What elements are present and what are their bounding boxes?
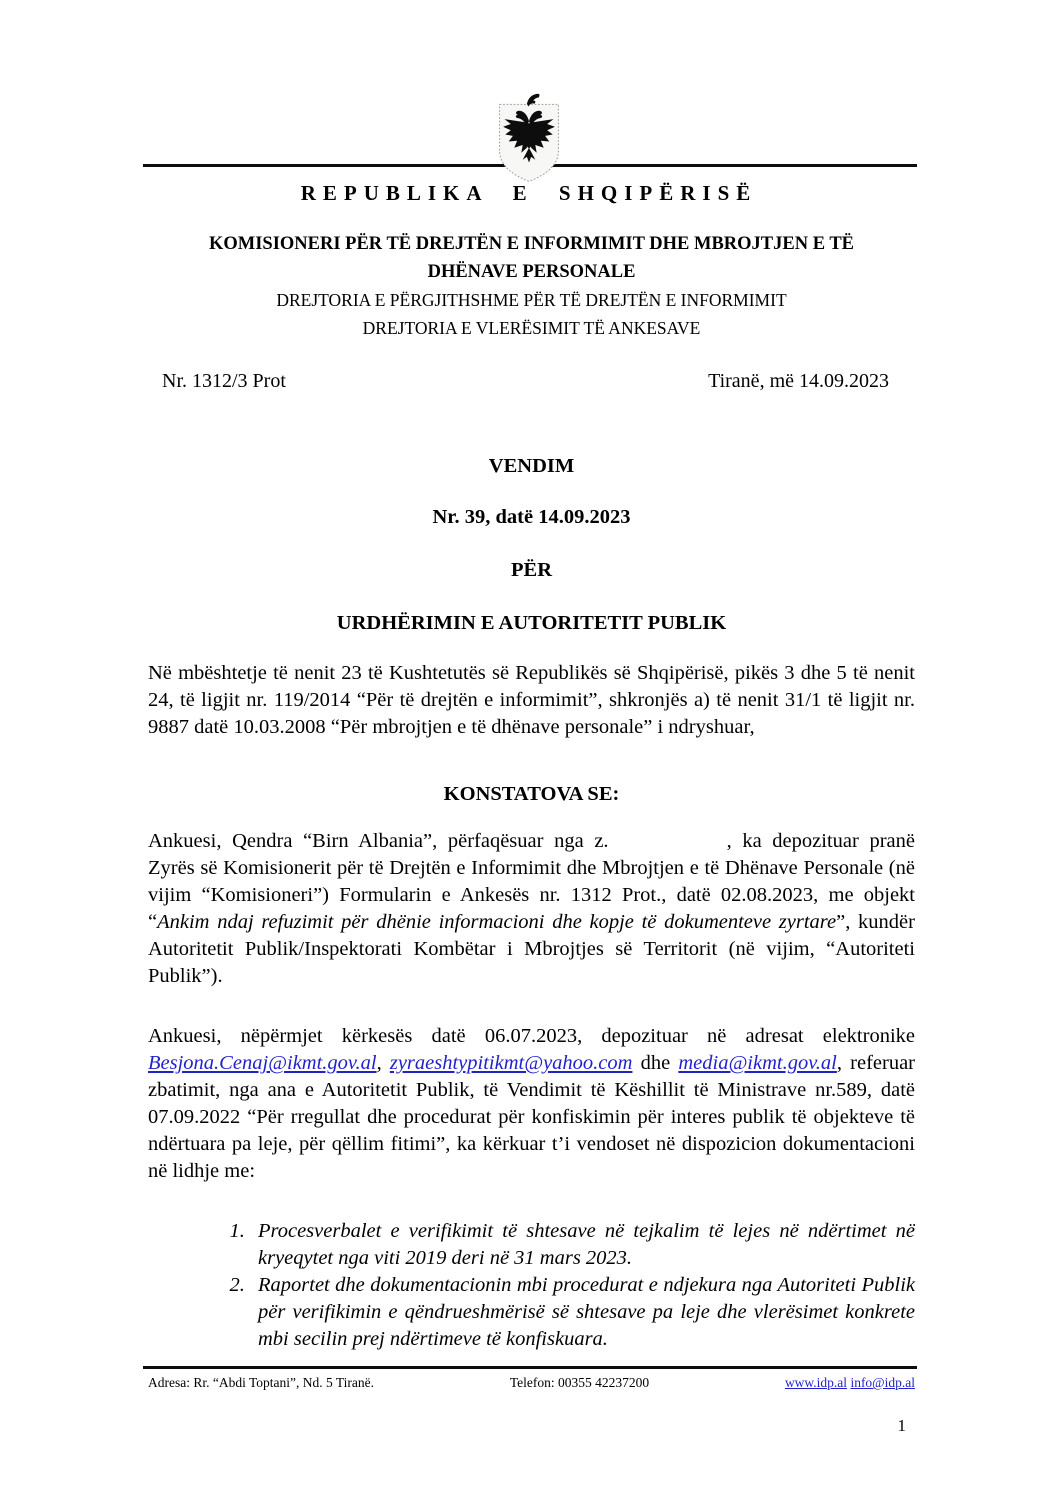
email-link-media[interactable]: media@ikmt.gov.al (678, 1052, 837, 1074)
footer-divider-line (143, 1366, 917, 1369)
email-link-besjona[interactable]: Besjona.Cenaj@ikmt.gov.al (148, 1052, 377, 1074)
complaint-paragraph (148, 828, 915, 990)
email-link-zyraeshtypit[interactable]: zyraeshtypitikmt@yahoo.com (389, 1052, 633, 1074)
legal-basis-paragraph: Në mbështetje të nenit 23 të Kushtetutës së Republikës së Shqipërisë, pikës 3 dhe 5 të nenit 24, të ligjit nr. 119/2014 “Për të drejtën e informimit”, shkronjës a) të nenit 31/1 të ligjit nr. 9887 datë 10.03.2008 “Për mbrojtjen e të dhënave personale” i ndryshuar, (148, 662, 915, 738)
findings-heading: KONSTATOVA SE: (443, 783, 620, 805)
footer-email-link[interactable]: info@idp.al (850, 1375, 915, 1390)
protocol-date-row (148, 370, 915, 393)
footer-website-link[interactable]: www.idp.al (784, 1375, 848, 1390)
request-separator1: , (376, 1052, 390, 1074)
request-separator2: dhe (632, 1052, 679, 1074)
republic-title: REPUBLIKA E SHQIPËRISË (300, 181, 758, 205)
requested-item-1 (250, 1218, 915, 1272)
decision-heading: VENDIM (488, 455, 575, 477)
albanian-eagle-emblem-icon (494, 90, 564, 186)
complaint-text-part1: Ankuesi, Qendra “Birn Albania”, përfaqësuar nga z. (148, 830, 609, 852)
institution-header (148, 230, 915, 342)
decision-preposition: PËR (511, 559, 552, 581)
protocol-number: Nr. 1312/3 Prot (162, 370, 286, 392)
city-and-date: Tiranë, më 14.09.2023 (708, 370, 889, 392)
footer-phone: Telefon: 00355 42237200 (509, 1375, 650, 1390)
institution-name-line2: DHËNAVE PERSONALE (427, 262, 636, 282)
request-paragraph (148, 1023, 915, 1185)
complaint-text-part3: ”, kundër Autoritetit Publik/Inspektorati Kombëtar i Mbrojtjes së Territorit (në vijim, “Autoriteti Publik”). (148, 911, 915, 987)
institution-name-line1: KOMISIONERI PËR TË DREJTËN E INFORMIMIT DHE MBROJTJEN E TË (208, 234, 855, 254)
request-text-part1: Ankuesi, nëpërmjet kërkesës datë 06.07.2023, depozituar në adresat elektronike (148, 1025, 915, 1047)
page-number: 1 (897, 1416, 906, 1435)
decision-subject: URDHËRIMIN E AUTORITETIT PUBLIK (336, 612, 727, 634)
requested-item-2 (250, 1272, 915, 1353)
request-text-part2: , referuar zbatimit, nga ana e Autoritetit Publik, të Vendimit të Këshillit të Ministrave nr.589, datë 07.09.2022 “Për rregullat dhe procedurat për konfiskimin për interes publik të objekteve të ndërtuara pa leje, për qëllim fitimi”, ka kërkuar t’i vendoset në dispozicion dokumentacioni në lidhje me: (148, 1052, 915, 1182)
directorate-line1: DREJTORIA E PËRGJITHSHME PËR TË DREJTËN E INFORMIMIT (276, 290, 787, 310)
requested-item-1-text: Procesverbalet e verifikimit të shtesave në tejkalim të lejes në ndërtimet në kryeqytet nga viti 2019 deri në 31 mars 2023. (258, 1220, 915, 1269)
footer (148, 1375, 915, 1391)
footer-links (785, 1375, 915, 1391)
directorate-line2: DREJTORIA E VLERËSIMIT TË ANKESAVE (362, 318, 701, 338)
requested-item-2-text: Raportet dhe dokumentacionin mbi procedurat e ndjekura nga Autoriteti Publik për verifikimin e qëndrueshmërisë së shtesave pa leje dhe vlerësimet konkrete mbi secilin prej ndërtimeve të konfiskuara. (258, 1274, 915, 1350)
complaint-object-quote: Ankim ndaj refuzimit për dhënie informacioni dhe kopje të dokumenteve zyrtare (157, 911, 837, 933)
requested-documents-list (148, 1218, 915, 1353)
decision-number-date: Nr. 39, datë 14.09.2023 (432, 506, 631, 528)
footer-address: Adresa: Rr. “Abdi Toptani”, Nd. 5 Tiranë. (148, 1375, 375, 1390)
complaint-text-part2: , ka depozituar pranë Zyrës së Komisionerit për të Drejtën e Informimit dhe Mbrojtjen e të Dhënave Personale (në vijim “Komisioneri”) Formularin e Ankesës nr. 1312 Prot., datë 02.08.2023, me objekt “ (148, 830, 915, 933)
